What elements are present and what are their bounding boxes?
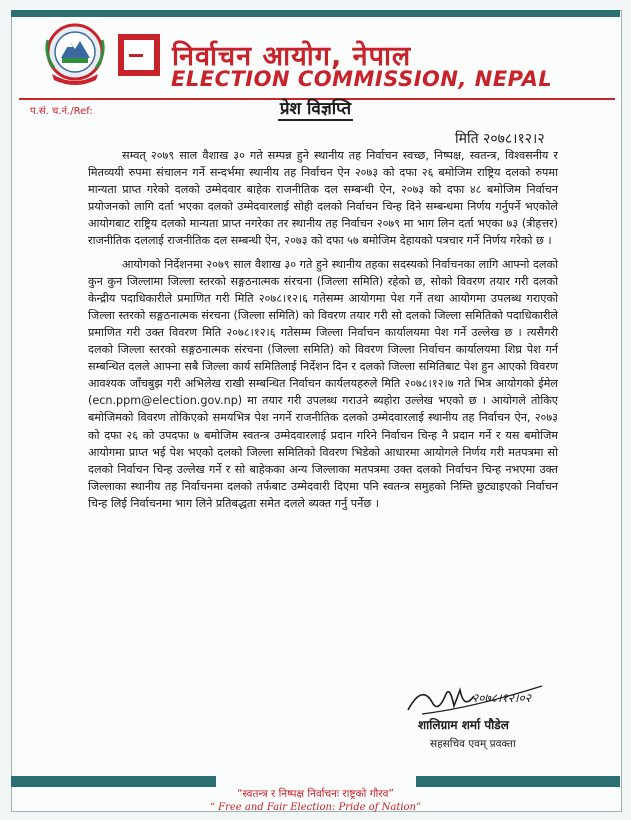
ballot-box-icon — [118, 34, 160, 76]
signatory-name: शालिग्राम शर्मा पौडेल — [418, 718, 509, 732]
document-title-text: प्रेश विज्ञप्ति — [279, 99, 352, 119]
document-title — [0, 96, 631, 119]
paragraph: आयोगको निर्देशनमा २०७९ साल वैशाख ३० गते हुने स्थानीय तहका सदस्यको निर्वाचनका लागि आफ्नो दलको कुन कुन जिल्लामा जिल्ला स्तरको सङ्गठनात्मक संरचना (जिल्ला समिति) रहेको छ, सोको विवरण तयार गरी दलको केन्द्रीय पदाधिकारीले प्रमाणित गरी मिति २०७८।१२।६ गतेसम्म आयोगमा पेश गर्ने तथा आयोगमा उपलब्ध गराएको जिल्ला स्तरको सङ्गठनात्मक संरचना (जिल्ला समिति) को विवरण तयार गरी सो दलको जिल्ला समितिको पदाधिकारीले प्रमाणित गरी उक्त विवरण मिति २०७८।१२।६ गतेसम्म जिल्ला निर्वाचन कार्यालयमा पेश गर्ने उल्लेख छ । त्यसैगरी दलको जिल्ला स्तरको सङ्गठनात्मक संरचना (जिल्ला समिति) को विवरण जिल्ला निर्वाचन कार्यालयमा शिघ्र पेश गर्न सम्बन्धित दलले आफ्ना सबै जिल्ला कार्य समितिलाई निर्देशन दिन र दलको जिल्ला समितिबाट पेश हुन आएको विवरण आवश्यक जाँचबुझ गरी अभिलेख राखी सम्बन्धित निर्वाचन कार्यलयहरुले मिति २०७८।१२।७ गते भित्र आयोगको ईमेल (ecn.ppm@election.gov.np) मा तयार गरी उपलब्ध गराउने ब्यहोरा उल्लेख भएको छ । आयोगले तोकिए बमोजिमको विवरण तोकिएको समयभित्र पेश नगर्ने राजनीतिक दलको उम्मेदवारलाई स्थानीय तह निर्वाचन ऐन, २०७३ को दफा २६ को उपदफा ७ बमोजिम स्वतन्त्र उम्मेदवारलाई प्रदान गरिने निर्वाचन चिन्ह नै प्रदान गर्ने र यस बमोजिम आयोगमा प्राप्त भई पेश भएको दलको जिल्ला समितिको विवरण भिडेको आधारमा आयोगले निर्णय गरी मतपत्रमा सो दलको निर्वाचन चिन्ह उल्लेख गर्ने र सो बाहेकका अन्य जिल्लाका मतपत्रमा उक्त दलको निर्वाचन चिन्ह नभएमा उक्त जिल्लाका स्थानीय तह निर्वाचनमा दलको तर्फबाट उम्मेदवारी दिएमा पनि स्वतन्त्र समुहको निम्ति छुट्याइएको निर्वाचन चिन्ह लिई निर्वाचनमा भाग लिने प्रतिबद्धता समेत दलले ब्यक्त गर्नु पर्नेछ । — [88, 257, 558, 510]
top-border-bar — [11, 10, 620, 17]
footer-slogan-nepali: “स्वतन्त्र र निष्पक्ष निर्वाचनः राष्ट्रको गौरव” — [237, 788, 394, 800]
signatory-role: सहसचिव एवम् प्रवक्ता — [430, 738, 516, 750]
nepal-emblem-icon — [40, 22, 110, 88]
reference-label: प.सं. च.नं./Ref: — [30, 106, 93, 117]
org-name-english: ELECTION COMMISSION, NEPAL — [171, 67, 553, 91]
paragraph: सम्वत् २०७९ साल वैशाख ३० गते सम्पन्न हुने स्थानीय तह निर्वाचन स्वच्छ, निष्पक्ष, स्वतन्त्र, विश्वसनीय र मितव्ययी रुपमा संचालन गर्ने सन्दर्भमा स्थानीय तह निर्वाचन ऐन २०७३ को दफा २६ बमोजिम राष्ट्रिय दलको रुपमा मान्यता प्राप्त गरेको दलको उम्मेदवार बाहेक राजनीतिक दल सम्बन्धी ऐन, २०७३ को दफा ४८ बमोजिम निर्वाचन प्रयोजनको लागि दर्ता भएका दलको उम्मेदवारलाई सोही दलको निर्वाचन चिन्ह दिने सम्बन्धमा निर्णय गर्नुपर्ने भएकोले आयोगबाट राष्ट्रिय दलको मान्यता प्राप्त नगरेका तर स्थानीय तह निर्वाचन २०७९ मा भाग लिन दर्ता भएका ७३ (त्रीहत्तर) राजनीतिक दललाई राजनीतिक दल सम्बन्धी ऐन, २०७३ को दफा ५७ बमोजिम देहायको पत्रचार गर्ने निर्णय गरेको छ । — [88, 149, 558, 248]
document-date: मिति २०७८।१२।२ — [455, 131, 545, 147]
signature — [402, 680, 552, 720]
footer-slogan-english: “ Free and Fair Election: Pride of Nation” — [209, 802, 422, 813]
signature-date: २०७८।१२।०२ — [472, 691, 532, 705]
document-body — [88, 147, 558, 518]
footer-bar — [11, 776, 620, 787]
org-name-nepali: निर्वाचन आयोग, नेपाल — [172, 41, 412, 72]
